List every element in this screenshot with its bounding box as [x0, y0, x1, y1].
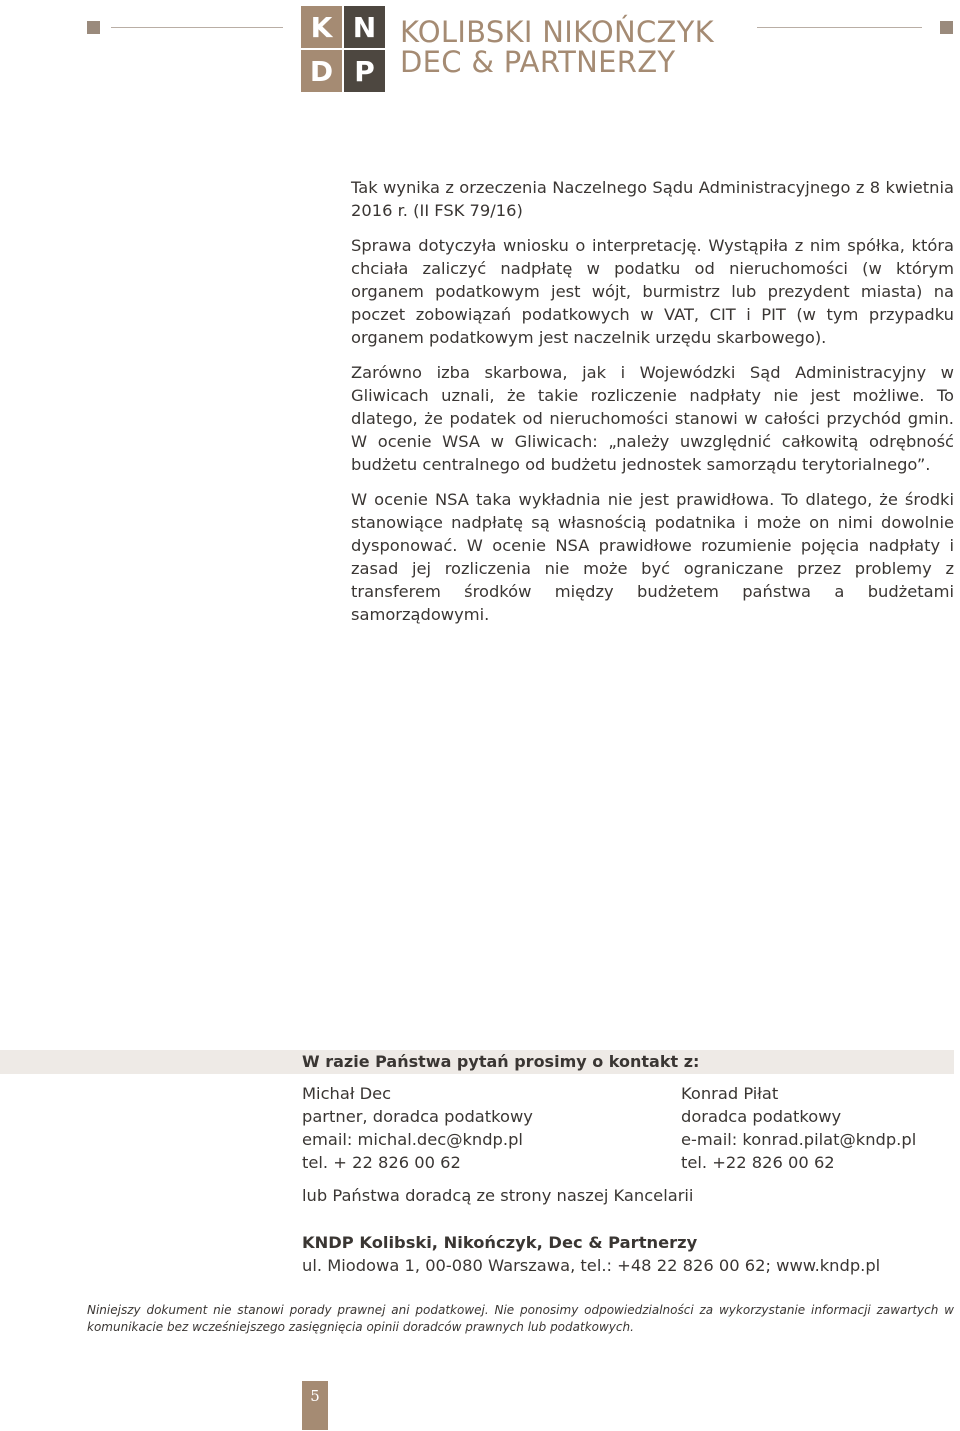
contact-title: W razie Państwa pytań prosimy o kontakt z:: [302, 1052, 700, 1071]
logo-letter-n: N: [344, 6, 385, 48]
contact-role: partner, doradca podatkowy: [302, 1107, 533, 1126]
firm-name-line1: KOLIBSKI NIKOŃCZYK: [400, 15, 714, 49]
paragraph: Sprawa dotyczyła wniosku o interpretację. Wystąpiła z nim spółka, która chciała zaliczyć nadpłatę w podatku od nieruchomości (w którym organem podatkowym jest wójt, burmistrz lub prezydent miasta) na poczet zobowiązań podatkowych w VAT, CIT i PIT (w tym przypadku organem podatkowym jest naczelnik urzędu skarbowego).: [351, 236, 954, 347]
firm-info: [302, 1231, 880, 1277]
firm-full-name: KNDP Kolibski, Nikończyk, Dec & Partnerzy: [302, 1233, 698, 1252]
paragraph: Zarówno izba skarbowa, jak i Wojewódzki Sąd Administracyjny w Gliwicach uznali, że takie rozliczenie nadpłaty nie jest możliwe. To dlatego, że podatek od nieruchomości stanowi w całości przychód gmin. W ocenie WSA w Gliwicach: „należy uwzględnić całkowitą odrębność budżetu centralnego od budżetu jednostek samorządu terytorialnego”.: [351, 363, 954, 474]
contact-more-text: lub Państwa doradcą ze strony naszej Kancelarii: [302, 1186, 694, 1205]
header-rule-left: [111, 27, 283, 28]
article-body: [351, 176, 954, 638]
logo-letter-d: D: [301, 50, 342, 92]
firm-address: ul. Miodowa 1, 00-080 Warszawa, tel.: +48 22 826 00 62; www.kndp.pl: [302, 1256, 881, 1275]
logo-letter-p: P: [344, 50, 385, 92]
logo-letter-k: K: [301, 6, 342, 48]
page-number: 5: [302, 1381, 328, 1430]
contact-email[interactable]: e-mail: konrad.pilat@kndp.pl: [681, 1130, 917, 1149]
header-rule-right: [757, 27, 922, 28]
contact-phone: tel. + 22 826 00 62: [302, 1153, 461, 1172]
firm-name-line2: DEC & PARTNERZY: [400, 45, 676, 79]
contact-phone: tel. +22 826 00 62: [681, 1153, 835, 1172]
paragraph: W ocenie NSA taka wykładnia nie jest prawidłowa. To dlatego, że środki stanowiące nadpłatę są własnością podatnika i może on nimi dowolnie dysponować. W ocenie NSA prawidłowe rozumienie pojęcia nadpłaty i zasad jej rozliczenia nie może być ograniczane przez problemy z transferem środków między budżetem państwa a budżetami samorządowymi.: [351, 490, 954, 624]
paragraph: Tak wynika z orzeczenia Naczelnego Sądu Administracyjnego z 8 kwietnia 2016 r. (II FSK 79/16): [351, 178, 954, 220]
contact-role: doradca podatkowy: [681, 1107, 842, 1126]
contact-person-1: [302, 1082, 533, 1174]
legal-disclaimer: Niniejszy dokument nie stanowi porady prawnej ani podatkowej. Nie ponosimy odpowiedzialności za wykorzystanie informacji zawartych w komunikacie bez wcześniejszego zasięgnięcia opinii doradców prawnych lub podatkowych.: [87, 1303, 954, 1334]
contact-person-2: [681, 1082, 916, 1174]
contact-email[interactable]: email: michal.dec@kndp.pl: [302, 1130, 523, 1149]
header-square-right: [940, 21, 953, 34]
contact-name: Michał Dec: [302, 1084, 392, 1103]
contact-name: Konrad Piłat: [681, 1084, 779, 1103]
firm-logo: [301, 6, 385, 92]
header-square-left: [87, 21, 100, 34]
